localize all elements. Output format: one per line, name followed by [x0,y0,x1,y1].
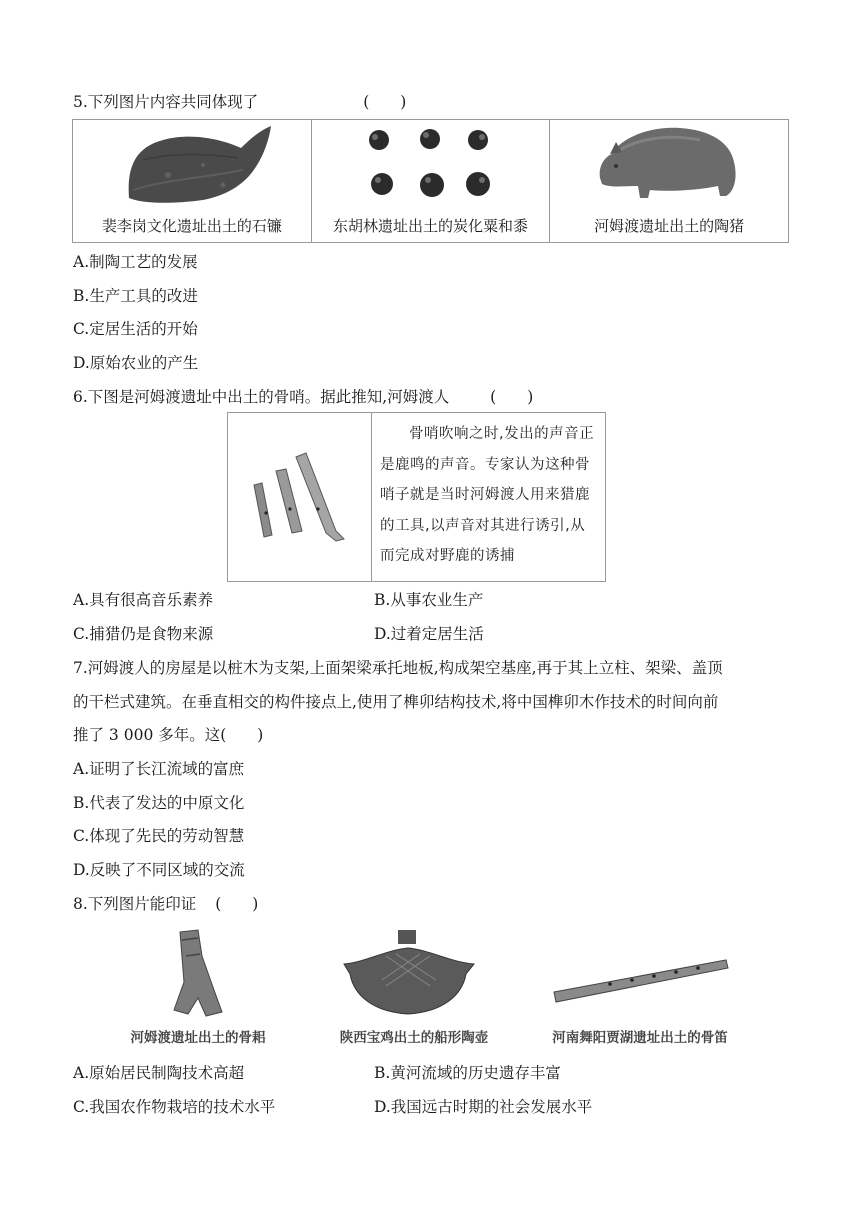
q5-caption-2: 东胡林遗址出土的炭化粟和黍 [333,217,529,235]
q7-option-b: B.代表了发达的中原文化 [73,794,245,812]
q6-option-b: B.从事农业生产 [374,591,484,609]
q8-option-b: B.黄河流域的历史遗存丰富 [374,1064,561,1082]
q5-answer-paren: ( ) [363,93,407,111]
q5-stem: 5.下列图片内容共同体现了 [73,93,259,111]
q8-stem: 8.下列图片能印证 [73,895,197,913]
bone-flute-image [540,926,740,1026]
boat-shaped-pot-image [326,926,502,1026]
q8-option-a: A.原始居民制陶技术高超 [73,1064,245,1082]
q5-cell-millet [312,120,551,242]
q6-option-c: C.捕猎仍是食物来源 [73,625,214,643]
q8-caption-3: 河南舞阳贾湖遗址出土的骨笛 [552,1030,728,1046]
q7-stem-line-2: 的干栏式建筑。在垂直相交的构件接点上,使用了榫卯结构技术,将中国榫卯木作技术的时间向前 [73,693,719,711]
q6-picture-cell [228,413,372,581]
bone-spade-image [118,926,278,1026]
q6-material-box [227,412,606,582]
q8-figure-bone-flute [540,926,740,1046]
q8-caption-2: 陕西宝鸡出土的船形陶壶 [339,1030,489,1046]
q7-option-d: D.反映了不同区域的交流 [73,861,245,879]
stone-sickle-image [73,120,311,215]
q6-answer-paren: ( ) [490,388,534,406]
q5-cell-pottery-pig [550,120,788,242]
q8-answer-paren: ( ) [215,895,259,913]
q8-figure-bone-spade [118,926,278,1046]
q7-option-a: A.证明了长江流域的富庶 [73,760,245,778]
q8-option-c: C.我国农作物栽培的技术水平 [73,1098,276,1116]
q6-stem-line [73,387,533,407]
q6-material-text: 骨哨吹响之时,发出的声音正是鹿鸣的声音。专家认为这种骨哨子就是当时河姆渡人用来猎鹿的工具,以声音对其进行诱引,从而完成对野鹿的诱捕 [380,426,595,564]
bone-whistles-image [228,413,371,581]
q8-figure-boat-pot [326,926,502,1046]
q5-stem-line [73,92,406,112]
q8-caption-1: 河姆渡遗址出土的骨耜 [130,1030,266,1046]
q5-caption-3: 河姆渡遗址出土的陶猪 [594,217,745,235]
q7-stem-line-3: 推了 3 000 多年。这( ) [73,726,264,744]
pottery-pig-image [550,120,788,215]
q8-option-d: D.我国远古时期的社会发展水平 [374,1098,593,1116]
q5-image-table [72,119,789,243]
q6-material-text-cell [372,413,605,581]
q7-option-c: C.体现了先民的劳动智慧 [73,827,245,845]
q5-cell-stone-sickle [73,120,312,242]
q5-caption-1: 裴李岗文化遗址出土的石镰 [101,217,282,235]
q5-option-d: D.原始农业的产生 [73,354,199,372]
q6-option-a: A.具有很高音乐素养 [73,591,214,609]
q7-stem-line-1: 7.河姆渡人的房屋是以桩木为支架,上面架梁承托地板,构成架空基座,再于其上立柱、架梁、盖顶 [73,659,723,677]
q6-stem: 6.下图是河姆渡遗址中出土的骨哨。据此推知,河姆渡人 [73,388,450,406]
q6-option-d: D.过着定居生活 [374,625,484,643]
q8-stem-line [73,894,258,914]
q5-option-b: B.生产工具的改进 [73,287,198,305]
q5-option-c: C.定居生活的开始 [73,320,198,338]
q5-option-a: A.制陶工艺的发展 [73,253,198,271]
carbonized-millet-image [312,120,550,215]
